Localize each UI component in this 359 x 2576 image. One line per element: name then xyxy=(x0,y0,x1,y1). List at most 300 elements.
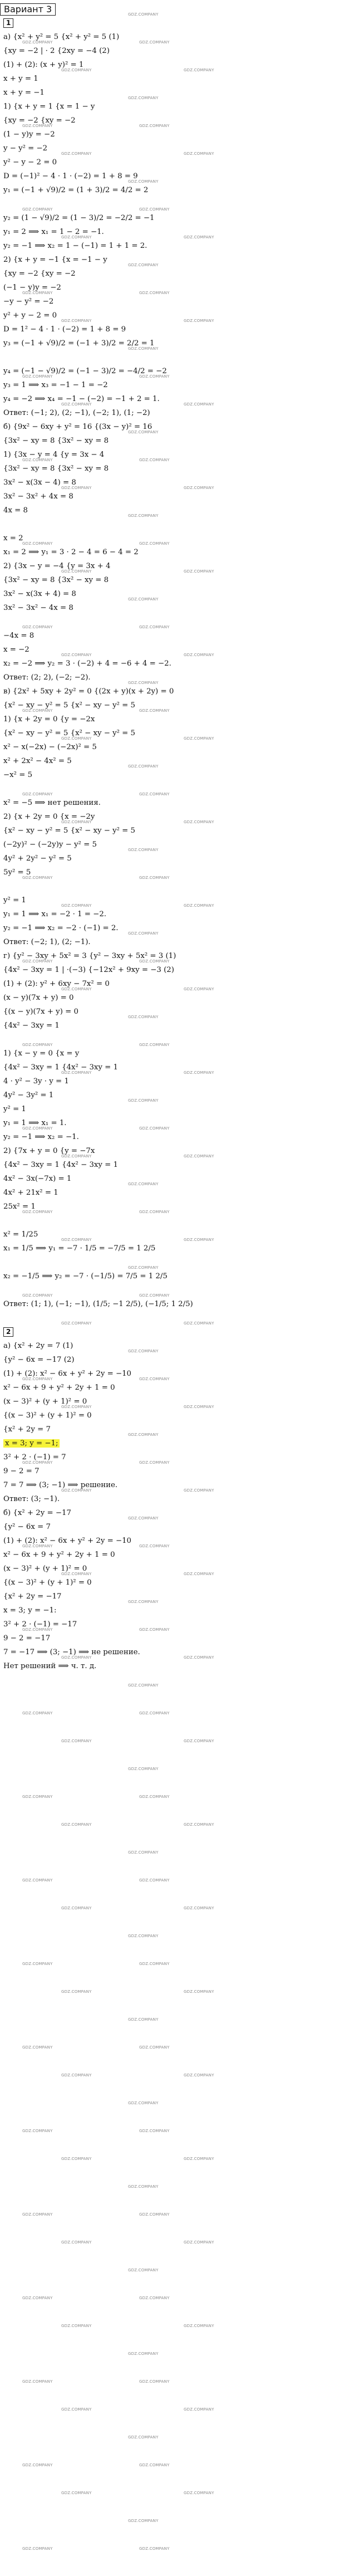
watermark: GDZ.COMPANY xyxy=(128,2268,159,2272)
solution-line xyxy=(3,86,356,100)
solution-line xyxy=(3,378,356,392)
line-text: y₃ = (−1 + √9)/2 = (−1 + 3)/2 = 2/2 = 1 xyxy=(3,339,155,348)
line-text: 2 xyxy=(3,1327,13,1337)
watermark: GDZ.COMPANY xyxy=(128,430,159,434)
solution-line xyxy=(3,685,356,698)
solution-line xyxy=(3,866,356,879)
line-text: 3² + 2 · (−1) = 7 xyxy=(3,1453,66,1461)
solution-line xyxy=(3,128,356,141)
line-text: (1) + (2): (x + y)² = 1 xyxy=(3,61,84,69)
watermark: GDZ.COMPANY xyxy=(22,1377,53,1381)
solution-line xyxy=(3,1562,356,1576)
watermark: GDZ.COMPANY xyxy=(184,1405,214,1409)
line-text: {x² + 2y = −17 xyxy=(3,1592,62,1601)
watermark: GDZ.COMPANY xyxy=(139,2045,170,2050)
line-text: y − y² = −2 xyxy=(3,144,48,153)
solution-line xyxy=(3,1617,356,1631)
watermark: GDZ.COMPANY xyxy=(22,1878,53,1883)
solution-line xyxy=(3,559,356,573)
watermark: GDZ.COMPANY xyxy=(184,235,214,239)
solution-line xyxy=(3,615,356,629)
watermark: GDZ.COMPANY xyxy=(139,959,170,964)
line-text: 1 xyxy=(3,18,13,28)
line-text: 4y² + 2y² − y² = 5 xyxy=(3,854,72,863)
solution-line xyxy=(3,336,356,350)
watermark: GDZ.COMPANY xyxy=(22,1210,53,1214)
watermark: GDZ.COMPANY xyxy=(184,1739,214,1743)
watermark: GDZ.COMPANY xyxy=(184,402,214,407)
watermark: GDZ.COMPANY xyxy=(22,2045,53,2050)
solution-line xyxy=(3,1186,356,1200)
line-text: 3x² − x(3x − 4) = 8 xyxy=(3,478,76,487)
watermark: GDZ.COMPANY xyxy=(128,681,159,685)
line-text: y² = 1 xyxy=(3,1105,26,1113)
watermark: GDZ.COMPANY xyxy=(184,68,214,72)
solution-line xyxy=(3,1283,356,1297)
solution-line xyxy=(3,1116,356,1130)
line-text: 4x² − 3x(−7x) = 1 xyxy=(3,1175,72,1183)
watermark: GDZ.COMPANY xyxy=(61,235,92,239)
solution-line xyxy=(3,1200,356,1214)
solution-line xyxy=(3,1255,356,1269)
solution-line xyxy=(3,322,356,336)
task-number-box xyxy=(3,16,356,30)
solution-line xyxy=(3,476,356,490)
line-text: {4x² − 3xy = 1 | ·(−3) {−12x² + 9xy = −3 (2) xyxy=(3,966,174,974)
line-text: y² − y − 2 = 0 xyxy=(3,158,57,167)
watermark: GDZ.COMPANY xyxy=(128,263,159,267)
line-text: в) {2x² + 5xy + 2y² = 0 {(2x + y)(x + 2y) = 0 xyxy=(3,687,174,696)
watermark: GDZ.COMPANY xyxy=(184,486,214,490)
watermark: GDZ.COMPANY xyxy=(22,2212,53,2217)
watermark: GDZ.COMPANY xyxy=(61,2240,92,2245)
watermark: GDZ.COMPANY xyxy=(128,1015,159,1019)
solution-line xyxy=(3,1130,356,1144)
watermark: GDZ.COMPANY xyxy=(184,2491,214,2495)
watermark: GDZ.COMPANY xyxy=(128,2519,159,2523)
watermark: GDZ.COMPANY xyxy=(139,458,170,462)
line-text: {x² − xy − y² = 5 {x² − xy − y² = 5 xyxy=(3,827,136,835)
watermark: GDZ.COMPANY xyxy=(22,1043,53,1047)
solution-line xyxy=(3,879,356,893)
solution-line xyxy=(3,504,356,517)
watermark: GDZ.COMPANY xyxy=(22,2463,53,2467)
line-text: 25x² = 1 xyxy=(3,1203,36,1211)
watermark: GDZ.COMPANY xyxy=(128,2184,159,2189)
line-text: x² = −5 ⟹ нет решения. xyxy=(3,799,101,807)
watermark: GDZ.COMPANY xyxy=(139,1293,170,1298)
line-text: y₂ = (1 − √9)/2 = (1 − 3)/2 = −2/2 = −1 xyxy=(3,214,155,222)
solution-line xyxy=(3,420,356,434)
watermark: GDZ.COMPANY xyxy=(184,151,214,156)
solution-line xyxy=(3,392,356,406)
line-text: {x² + 2y = 7 xyxy=(3,1425,51,1434)
watermark: GDZ.COMPANY xyxy=(128,597,159,602)
solution-line xyxy=(3,824,356,838)
solution-line xyxy=(3,281,356,295)
watermark: GDZ.COMPANY xyxy=(61,486,92,490)
solution-line xyxy=(3,364,356,378)
watermark: GDZ.COMPANY xyxy=(22,876,53,880)
line-text: x + y = −1 xyxy=(3,89,45,97)
line-text: y₂ = −1 ⟹ x₂ = −2 · (−1) = 2. xyxy=(3,924,119,932)
solution-line xyxy=(3,253,356,267)
solution-line xyxy=(3,1228,356,1241)
solution-line xyxy=(3,1047,356,1060)
solution-line xyxy=(3,907,356,921)
line-text: 1) {x + y = 1 {x = 1 − y xyxy=(3,102,95,111)
watermark: GDZ.COMPANY xyxy=(139,2212,170,2217)
line-text: Ответ: (1; 1), (−1; −1), (1/5; −1 2/5), (−1/5; 1 2/5) xyxy=(3,1300,193,1308)
line-text: Ответ: (−2; 1), (2; −1). xyxy=(3,938,91,946)
line-text: а) {x² + y² = 5 {x² + y² = 5 (1) xyxy=(3,33,120,41)
solution-line xyxy=(3,1005,356,1019)
watermark: GDZ.COMPANY xyxy=(184,1071,214,1075)
solution-line xyxy=(3,309,356,322)
watermark: GDZ.COMPANY xyxy=(184,319,214,323)
solution-line xyxy=(3,350,356,364)
watermark: GDZ.COMPANY xyxy=(128,1767,159,1771)
watermark: GDZ.COMPANY xyxy=(61,1238,92,1242)
line-text: {3x² − xy = 8 {3x² − xy = 8 xyxy=(3,465,109,473)
watermark: GDZ.COMPANY xyxy=(139,2463,170,2467)
solution-line xyxy=(3,1590,356,1604)
watermark: GDZ.COMPANY xyxy=(61,1572,92,1576)
line-text: x² − 6x + 9 + y² + 2y + 1 = 0 xyxy=(3,1551,115,1559)
line-text: −4x = 8 xyxy=(3,632,35,640)
solution-line xyxy=(3,1353,356,1367)
line-text: y₁ = 1 ⟹ x₁ = −2 · 1 = −2. xyxy=(3,910,107,918)
line-text: x = 3; y = −1; xyxy=(3,1439,60,1448)
line-text: 4 · y² − 3y · y = 1 xyxy=(3,1077,69,1086)
line-text: 1) {x + 2y = 0 {y = −2x xyxy=(3,715,95,724)
watermark: GDZ.COMPANY xyxy=(61,1739,92,1743)
solution-line xyxy=(3,100,356,114)
watermark: GDZ.COMPANY xyxy=(139,876,170,880)
watermark: GDZ.COMPANY xyxy=(139,792,170,796)
line-text: 9 − 2 = 7 xyxy=(3,1467,40,1475)
solution-line xyxy=(3,155,356,169)
line-text: x + y = 1 xyxy=(3,75,38,83)
solution-line xyxy=(3,1297,356,1311)
solution-line xyxy=(3,1506,356,1520)
solution-line xyxy=(3,838,356,852)
watermark: GDZ.COMPANY xyxy=(184,820,214,824)
line-text: (1) + (2): y² + 6xy − 7x² = 0 xyxy=(3,980,110,988)
line-text: {x² − xy − y² = 5 {x² − xy − y² = 5 xyxy=(3,701,136,710)
line-text: 7 = −17 ⟹ (3; −1) ⟹ не решение. xyxy=(3,1648,140,1656)
line-text: Ответ: (3; −1). xyxy=(3,1495,60,1503)
solution-line xyxy=(3,517,356,531)
watermark: GDZ.COMPANY xyxy=(128,96,159,100)
watermark: GDZ.COMPANY xyxy=(61,1071,92,1075)
watermark: GDZ.COMPANY xyxy=(22,959,53,964)
watermark: GDZ.COMPANY xyxy=(184,2240,214,2245)
watermark: GDZ.COMPANY xyxy=(61,736,92,741)
solution-line xyxy=(3,1214,356,1228)
watermark: GDZ.COMPANY xyxy=(139,1878,170,1883)
line-text: 3x² − x(3x + 4) = 8 xyxy=(3,590,76,598)
solution-line xyxy=(3,671,356,685)
watermark: GDZ.COMPANY xyxy=(139,1795,170,1799)
line-text: {xy = −2 | · 2 {2xy = −4 (2) xyxy=(3,47,110,55)
watermark: GDZ.COMPANY xyxy=(184,2157,214,2161)
line-text: 4x = 8 xyxy=(3,506,28,515)
line-text: 4y² − 3y² = 1 xyxy=(3,1091,54,1099)
line-text: x = 2 xyxy=(3,534,23,542)
line-text: y₁ = (−1 + √9)/2 = (1 + 3)/2 = 4/2 = 2 xyxy=(3,186,149,194)
solution-line xyxy=(3,601,356,615)
solution-line xyxy=(3,1645,356,1659)
watermark: GDZ.COMPANY xyxy=(22,2296,53,2300)
watermark: GDZ.COMPANY xyxy=(184,1655,214,1660)
solution-line xyxy=(3,768,356,782)
line-text: y² = 1 xyxy=(3,896,26,905)
line-text: y₄ = −2 ⟹ x₄ = −1 − (−2) = −1 + 2 = 1. xyxy=(3,395,160,403)
line-text: Ответ: (2; 2), (−2; −2). xyxy=(3,673,91,682)
line-text: y₂ = −1 ⟹ x₂ = 1 − (−1) = 1 + 1 = 2. xyxy=(3,242,147,250)
watermark: GDZ.COMPANY xyxy=(22,1795,53,1799)
watermark: GDZ.COMPANY xyxy=(128,346,159,351)
line-text: {xy = −2 {xy = −2 xyxy=(3,116,76,125)
line-text: {4x² − 3xy = 1 {4x² − 3xy = 1 xyxy=(3,1063,118,1072)
watermark: GDZ.COMPANY xyxy=(61,653,92,657)
watermark: GDZ.COMPANY xyxy=(128,179,159,184)
watermark: GDZ.COMPANY xyxy=(61,2324,92,2328)
line-text: x₂ = −1/5 ⟹ y₂ = −7 · (−1/5) = 7/5 = 1 2/5 xyxy=(3,1272,168,1280)
line-text: 1) {3x − y = 4 {y = 3x − 4 xyxy=(3,451,105,459)
line-text: б) {x² + 2y = −17 xyxy=(3,1509,71,1517)
line-text: y² + y − 2 = 0 xyxy=(3,311,57,320)
watermark: GDZ.COMPANY xyxy=(184,2324,214,2328)
solution-line xyxy=(3,629,356,643)
watermark: GDZ.COMPANY xyxy=(128,2101,159,2105)
watermark: GDZ.COMPANY xyxy=(22,792,53,796)
line-text: {(x − 3)² + (y + 1)² = 0 xyxy=(3,1578,92,1587)
watermark: GDZ.COMPANY xyxy=(128,764,159,769)
line-text: {3x² − xy = 8 {3x² − xy = 8 xyxy=(3,576,109,584)
solution-line xyxy=(3,1631,356,1645)
solution-line xyxy=(3,1088,356,1102)
line-text: 7 = 7 ⟹ (3; −1) ⟹ решение. xyxy=(3,1481,118,1489)
solution-line xyxy=(3,531,356,545)
solution-line xyxy=(3,1311,356,1325)
line-text: {y² − 6x = −17 (2) xyxy=(3,1356,75,1364)
solution-line xyxy=(3,1409,356,1423)
line-text: x₂ = −2 ⟹ y₂ = 3 · (−2) + 4 = −6 + 4 = −2. xyxy=(3,659,171,668)
solution-line xyxy=(3,267,356,281)
watermark: GDZ.COMPANY xyxy=(128,2017,159,2022)
watermark: GDZ.COMPANY xyxy=(22,40,53,45)
line-text: x₁ = 2 ⟹ y₁ = 3 · 2 − 4 = 6 − 4 = 2 xyxy=(3,548,139,556)
watermark: GDZ.COMPANY xyxy=(184,569,214,574)
line-text: 2) {x + 2y = 0 {x = −2y xyxy=(3,813,95,821)
line-text: {y² − 6x = 7 xyxy=(3,1523,51,1531)
line-text: г) {y² − 3xy + 5x² = 3 {y² − 3xy + 5x² = 3 (1) xyxy=(3,952,176,960)
solution-line xyxy=(3,1423,356,1436)
line-text: б) {9x² − 6xy + y² = 16 {(3x − y)² = 16 xyxy=(3,423,153,431)
solution-line xyxy=(3,949,356,963)
line-text: x² − x(−2x) − (−2x)² = 5 xyxy=(3,743,97,751)
watermark: GDZ.COMPANY xyxy=(184,2073,214,2078)
line-text: (x − y)(7x + y) = 0 xyxy=(3,994,74,1002)
watermark: GDZ.COMPANY xyxy=(139,708,170,713)
watermark: GDZ.COMPANY xyxy=(61,820,92,824)
watermark: GDZ.COMPANY xyxy=(184,1906,214,1910)
watermark: GDZ.COMPANY xyxy=(184,1572,214,1576)
watermark: GDZ.COMPANY xyxy=(128,514,159,518)
watermark: GDZ.COMPANY xyxy=(139,1711,170,1715)
solution-line xyxy=(3,1269,356,1283)
solution-line xyxy=(3,462,356,476)
watermark: GDZ.COMPANY xyxy=(22,374,53,379)
solution-line xyxy=(3,44,356,58)
solution-line xyxy=(3,740,356,754)
solution-line xyxy=(3,434,356,448)
watermark: GDZ.COMPANY xyxy=(184,653,214,657)
watermark: GDZ.COMPANY xyxy=(139,1043,170,1047)
watermark: GDZ.COMPANY xyxy=(22,541,53,546)
solution-line xyxy=(3,1241,356,1255)
watermark: GDZ.COMPANY xyxy=(61,1154,92,1159)
watermark: GDZ.COMPANY xyxy=(139,1377,170,1381)
watermark: GDZ.COMPANY xyxy=(22,291,53,295)
watermark: GDZ.COMPANY xyxy=(61,402,92,407)
watermark: GDZ.COMPANY xyxy=(128,12,159,17)
watermark: GDZ.COMPANY xyxy=(61,68,92,72)
highlighted-line xyxy=(3,1436,356,1450)
line-text: (1 − y)y = −2 xyxy=(3,130,55,139)
solution-line xyxy=(3,782,356,796)
watermark: GDZ.COMPANY xyxy=(61,151,92,156)
line-text: {xy = −2 {xy = −2 xyxy=(3,270,76,278)
watermark: GDZ.COMPANY xyxy=(128,2352,159,2356)
watermark: GDZ.COMPANY xyxy=(22,2546,53,2551)
solution-line xyxy=(3,726,356,740)
watermark: GDZ.COMPANY xyxy=(22,1627,53,1632)
solution-line xyxy=(3,490,356,504)
solution-line xyxy=(3,921,356,935)
line-text: 3x² − 3x² + 4x = 8 xyxy=(3,492,73,501)
watermark: GDZ.COMPANY xyxy=(139,1962,170,1966)
solution-line xyxy=(3,1576,356,1590)
watermark: GDZ.COMPANY xyxy=(22,2379,53,2384)
watermark: GDZ.COMPANY xyxy=(139,1126,170,1131)
solution-line xyxy=(3,935,356,949)
solution-line xyxy=(3,698,356,712)
line-text: x₁ = 1/5 ⟹ y₁ = −7 · 1/5 = −7/5 = 1 2/5 xyxy=(3,1244,156,1253)
watermark: GDZ.COMPANY xyxy=(139,207,170,212)
watermark: GDZ.COMPANY xyxy=(61,1405,92,1409)
solution-line xyxy=(3,1478,356,1492)
line-text: {4x² − 3xy = 1 xyxy=(3,1021,60,1030)
solution-line xyxy=(3,1450,356,1464)
line-text: {(x − 3)² + (y + 1)² = 0 xyxy=(3,1411,92,1420)
watermark: GDZ.COMPANY xyxy=(139,374,170,379)
watermark: GDZ.COMPANY xyxy=(184,903,214,908)
solution-line xyxy=(3,545,356,559)
watermark: GDZ.COMPANY xyxy=(128,1516,159,1521)
line-text: 1) {x − y = 0 {x = y xyxy=(3,1049,80,1058)
solution-line xyxy=(3,448,356,462)
line-text: D = (−1)² − 4 · 1 · (−2) = 1 + 8 = 9 xyxy=(3,172,138,180)
solution-line xyxy=(3,1033,356,1047)
line-text: 4x² + 21x² = 1 xyxy=(3,1189,58,1197)
line-text: (x − 3)² + (y + 1)² = 0 xyxy=(3,1565,87,1573)
line-text: 3² + 2 · (−1) = −17 xyxy=(3,1620,77,1629)
line-text: Нет решений ⟹ ч. т. д. xyxy=(3,1662,97,1670)
solution-line xyxy=(3,1464,356,1478)
watermark: GDZ.COMPANY xyxy=(184,736,214,741)
watermark: GDZ.COMPANY xyxy=(128,1433,159,1437)
line-text: y₃ = 1 ⟹ x₃ = −1 − 1 = −2 xyxy=(3,381,108,389)
line-text: x² − 6x + 9 + y² + 2y + 1 = 0 xyxy=(3,1384,115,1392)
solution-line xyxy=(3,573,356,587)
solution-line xyxy=(3,587,356,601)
solution-line xyxy=(3,1339,356,1353)
watermark: GDZ.COMPANY xyxy=(61,1321,92,1326)
watermark: GDZ.COMPANY xyxy=(61,2073,92,2078)
solution-line xyxy=(3,1659,356,1673)
watermark: GDZ.COMPANY xyxy=(139,625,170,629)
watermark: GDZ.COMPANY xyxy=(139,2129,170,2133)
solution-line xyxy=(3,1395,356,1409)
line-text: {(x − y)(7x + y) = 0 xyxy=(3,1008,78,1016)
watermark: GDZ.COMPANY xyxy=(22,458,53,462)
solution-line xyxy=(3,58,356,72)
solution-line xyxy=(3,963,356,977)
solution-line xyxy=(3,114,356,128)
line-text: y₁ = 2 ⟹ x₁ = 1 − 2 = −1. xyxy=(3,228,104,236)
watermark: GDZ.COMPANY xyxy=(61,1655,92,1660)
watermark: GDZ.COMPANY xyxy=(139,1460,170,1465)
watermark: GDZ.COMPANY xyxy=(139,1544,170,1548)
solution-line xyxy=(3,1548,356,1562)
solution-line xyxy=(3,1102,356,1116)
watermark: GDZ.COMPANY xyxy=(139,2379,170,2384)
solution-line xyxy=(3,754,356,768)
watermark: GDZ.COMPANY xyxy=(61,2407,92,2412)
watermark: GDZ.COMPANY xyxy=(22,207,53,212)
watermark: GDZ.COMPANY xyxy=(139,40,170,45)
solution-line xyxy=(3,30,356,44)
watermark: GDZ.COMPANY xyxy=(22,1126,53,1131)
watermark: GDZ.COMPANY xyxy=(22,708,53,713)
solution-line xyxy=(3,643,356,657)
line-text: {x² − xy − y² = 5 {x² − xy − y² = 5 xyxy=(3,729,136,737)
solution-line xyxy=(3,211,356,225)
solution-line xyxy=(3,1019,356,1033)
line-text: (1) + (2): x² − 6x + y² + 2y = −10 xyxy=(3,1537,132,1545)
line-text: y₄ = (−1 − √9)/2 = (−1 − 3)/2 = −4/2 = −2 xyxy=(3,367,167,375)
watermark: GDZ.COMPANY xyxy=(184,1990,214,1994)
solution-line xyxy=(3,977,356,991)
line-text: а) {x² + 2y = 7 (1) xyxy=(3,1342,73,1350)
watermark: GDZ.COMPANY xyxy=(139,291,170,295)
watermark: GDZ.COMPANY xyxy=(22,625,53,629)
watermark: GDZ.COMPANY xyxy=(61,2491,92,2495)
line-text: 3x² − 3x² − 4x = 8 xyxy=(3,604,73,612)
watermark: GDZ.COMPANY xyxy=(61,1990,92,1994)
watermark: GDZ.COMPANY xyxy=(139,124,170,128)
watermark: GDZ.COMPANY xyxy=(61,1822,92,1827)
line-text: Ответ: (−1; 2), (2; −1), (−2; 1), (1; −2) xyxy=(3,409,150,417)
solution-line xyxy=(3,1367,356,1381)
solution-line xyxy=(3,1060,356,1074)
watermark: GDZ.COMPANY xyxy=(139,1210,170,1214)
solution-line xyxy=(3,852,356,866)
line-text: D = 1² − 4 · 1 · (−2) = 1 + 8 = 9 xyxy=(3,325,126,334)
